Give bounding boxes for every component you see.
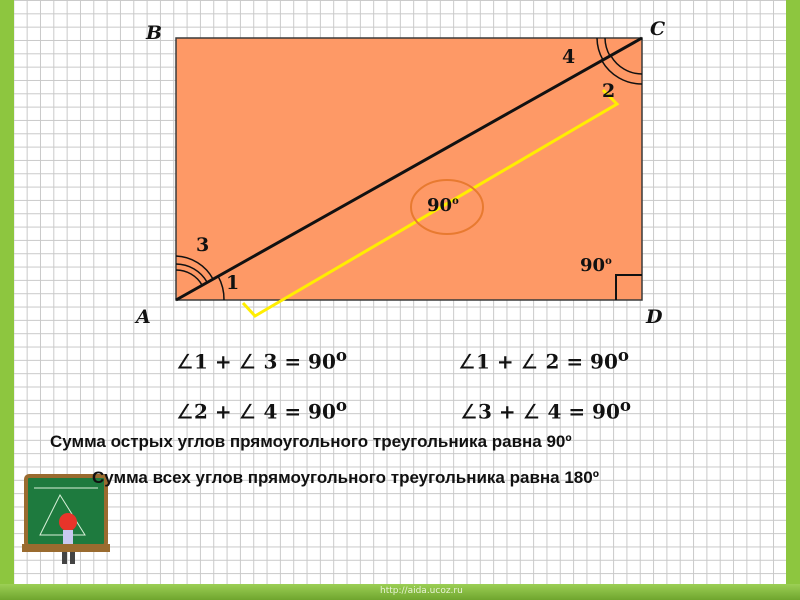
- vertex-label-c: C: [650, 18, 666, 40]
- angle-label-1: 1: [226, 272, 240, 294]
- center-90-label: 90$^o$: [427, 195, 459, 216]
- acute-angles-statement: Сумма острых углов прямоугольного треугольника равна 90º: [50, 432, 572, 451]
- angle-label-4: 4: [562, 46, 576, 68]
- equation-1-3: ∠1 + ∠ $3 = 90^o$: [176, 345, 348, 374]
- vertex-label-a: A: [136, 306, 151, 328]
- equation-2-4: ∠2 + ∠ $4 = 90^o$: [176, 395, 348, 424]
- angle-symbol-icon: ∠: [238, 349, 257, 374]
- angle-label-3: 3: [196, 234, 210, 256]
- footer-band: [0, 584, 800, 600]
- corner-d-90-label: 90$^o$: [580, 255, 612, 276]
- equation-1-2: ∠1 + ∠ $2 = 90^o$: [458, 345, 630, 374]
- angle-symbol-icon: ∠: [238, 399, 257, 424]
- angle-symbol-icon: ∠: [176, 399, 194, 424]
- angle-symbol-icon: ∠: [458, 349, 476, 374]
- footer-url[interactable]: http://aida.ucoz.ru: [380, 586, 463, 596]
- equation-3-4: ∠3 + ∠ $4 = 90^o$: [460, 395, 632, 424]
- vertex-label-d: D: [646, 306, 663, 328]
- vertex-label-b: B: [146, 22, 163, 44]
- angle-symbol-icon: ∠: [522, 399, 541, 424]
- angle-symbol-icon: ∠: [460, 399, 478, 424]
- angle-label-2: 2: [602, 80, 616, 102]
- all-angles-statement: Сумма всех углов прямоугольного треугольника равна 180º: [92, 468, 599, 487]
- teacher-at-board-icon: [22, 476, 110, 564]
- angle-symbol-icon: ∠: [176, 349, 194, 374]
- angle-symbol-icon: ∠: [520, 349, 539, 374]
